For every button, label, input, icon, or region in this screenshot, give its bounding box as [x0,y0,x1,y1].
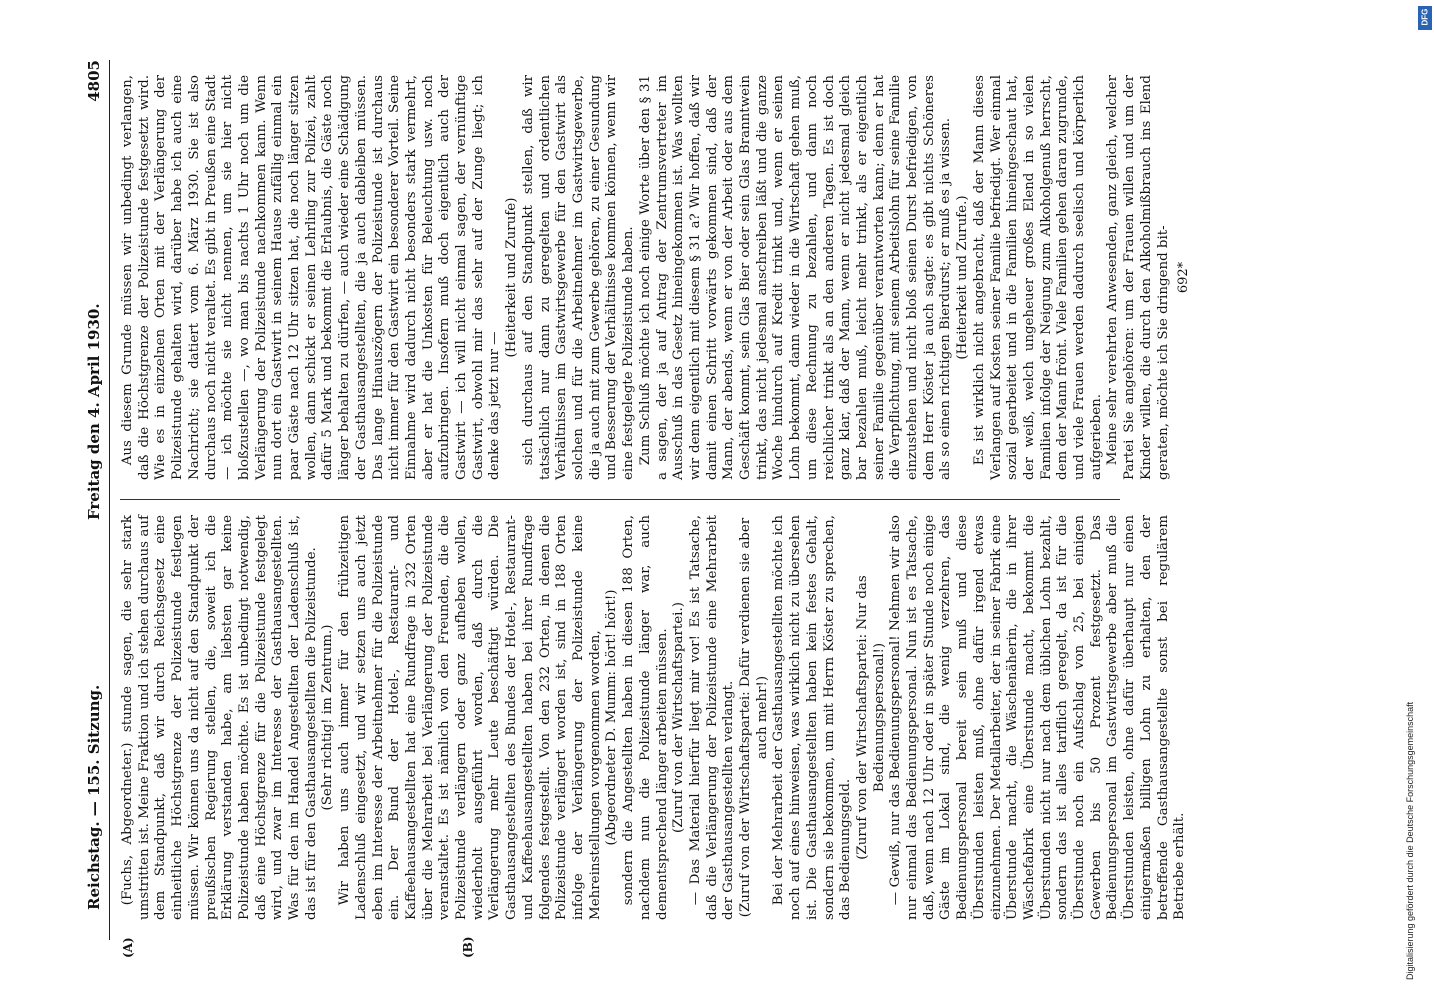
column-divider [120,499,1120,500]
paragraph: sich durchaus auf den Standpunkt stellen, daß wir tatsächlich nur dann zu geregelten und ordentlichen Verhältnissen im Gastwirtsgewerbe für den Gastwirt als solchen und für die Arbeitnehmer im Gastwirtsgewerbe, die ja auch mit zum Gewerbe gehören, zu einer Gesundung und Besserung der Verhältnisse kommen können, wenn wir eine festgelegte Polizeistunde haben. [520,75,637,480]
interjection: (Zuruf von der Wirtschaftspartei: Nur das Bedienungspersonal!) [854,575,887,860]
header-rule [109,60,110,940]
paragraph: Aus diesem Grunde müssen wir unbedingt verlangen, daß die Höchstgrenze der Polizeistunde festgesetzt wird. Wie es in einzelnen Orten mit der Verlängerung der Polizeistunde gehalten wird, darüber habe ich auch eine Nachricht; sie datiert vom 6. März 1930. Sie ist also durchaus noch nicht veraltet. Es gibt in Preußen eine Stadt — ich möchte sie nicht nennen, um sie hier nicht bloßzustellen —, wo man bis nachts 1 Uhr noch um die Verlängerung der Polizeistunde nachkommen kann. Wenn nun dort ein Gastwirt in seinem Hause zufällig einmal ein paar Gäste nach 12 Uhr sitzen hat, die noch länger sitzen wollen, dann schickt er seinen Lehrling zur Polizei, zahlt dafür 5 Mark und bekommt die Erlaubnis, die Gäste noch länger behalten zu dürfen, — auch wieder eine Schädigung der Gasthausangestellten, die ja auch dableiben müssen. Das lange Hinauszögern der Polizeistunde ist durchaus nicht immer für den Gastwirt ein besonderer Vorteil. Seine Einnahme wird dadurch nicht besonders stark vermehrt, aber er hat die Unkosten für Beleuchtung usw. noch aufzubringen. Insofern muß doch eigentlich auch der Gastwirt — ich will nicht einmal sagen, der vernünftige Gastwirt, obwohl mir das sehr auf der Zunge liegt; ich denke das jetzt nur — [120,75,503,480]
interjection: (Heiterkeit und Zurufe.) [955,195,971,360]
interjection: (Heiterkeit und Zurufe) [504,197,520,358]
paragraph: sondern die Angestellten haben in diesen 188 Orten, nachdem nun die Polizeistunde länger war, auch dementsprechend länger arbeiten müssen. [621,515,670,920]
text-column-right [120,75,1193,480]
margin-marker-b: (B) [461,936,475,958]
paragraph: Zum Schluß möchte ich noch einige Worte über den § 31 a sagen, der ja auf Antrag der Zentrumsvertreter im Ausschuß in das Gesetz hineingekommen ist. Was wollten wir denn eigentlich mit diesem § 31 a? Wir hoffen, daß wir damit einen Schritt vorwärts gekommen sind, daß der Mann, der abends, wenn er von der Arbeit oder aus dem Geschäft kommt, sein Glas Bier oder sein Glas Branntwein trinkt, das nicht jedesmal anschreiben läßt und die ganze Woche hindurch auf Kredit trinkt und, wenn er seinen Lohn bekommt, dann wieder in die Wirtschaft gehen muß, um diese Rechnung zu bezahlen, und dann noch reichlicher trinkt als an den anderen Tagen. Es ist doch ganz klar, daß der Mann, wenn er nicht jedesmal gleich bar bezahlen muß, leicht mehr trinkt, als er eigentlich seiner Familie gegenüber verantworten kann; denn er hat die Verpflichtung, mit seinem Arbeitslohn für seine Familie einzustehen und nicht bloß seinen Durst befriedigen, von dem Herr Köster ja auch sagte: es gibt nichts Schöneres als so einen richtigen Bierdurst; er muß es ja wissen. [637,75,954,480]
paragraph: Meine sehr verehrten Anwesenden, ganz gleich, welcher Partei Sie angehören: um der Frauen willen und um der Kinder willen, die durch den Alkoholmißbrauch ins Elend geraten, möchte ich Sie dringend bit- [1105,75,1171,480]
page-header [80,60,110,940]
header-session: Reichstag. — 155. Sitzung. [85,684,103,910]
paragraph: — Das Material hierfür liegt mir vor! Es ist Tatsache, daß die Verlängerung der Polizeistunde eine Mehrarbeit der Gasthausangestellten verlangt. [687,515,737,920]
page-signature: 692* [1176,261,1192,294]
paragraph: (Fuchs, Abgeordneter.) stunde sagen, die sehr stark umstritten ist. Meine Fraktion und ich stehen durchaus auf dem Standpunkt, daß wir durch Reichsgesetz eine einheitliche Höchstgrenze der Polizeistunde festlegen müssen. Wir können uns da nicht auf den Standpunkt der preußischen Regierung stellen, die, soweit ich die Erklärung verstanden habe, am liebsten gar keine Polizeistunde haben möchte. Es ist unbedingt notwendig, daß eine Höchstgrenze für die Polizeistunde festgelegt wird, und zwar im Interesse der Gasthausangestellten. Was für den im Handel Angestellten der Ladenschluß ist, das ist für den Gasthausangestellten die Polizeistunde. [120,515,319,920]
interjection: (Zuruf von der Wirtschaftspartei.) [671,602,687,833]
margin-marker-a: (A) [121,937,135,958]
interjection: (Sehr richtig! im Zentrum.) [320,624,336,811]
interjection: (Abgeordneter D. Mumm: hört! hört!) [604,589,620,846]
header-date: Freitag den 4. April 1930. [85,303,103,520]
paragraph: Bei der Mehrarbeit der Gasthausangestellten möchte ich noch auf eines hinweisen, was wirklich nicht zu übersehen ist. Die Gasthausangestellten haben kein festes Gehalt, sondern sie bekommen, um mit Herrn Köster zu sprechen, das Bedienungsgeld. [771,515,854,920]
paragraph: — Gewiß, nur das Bedienungspersonal! Nehmen wir also nur einmal das Bedienungspersonal. Nun ist es Tatsache, daß, wenn nach 12 Uhr oder in später Stunde noch einige Gäste im Lokal sind, die wenig verzehren, das Bedienungspersonal bereit sein muß und diese Überstunden leisten muß, ohne dafür irgend etwas einzunehmen. Der Metallarbeiter, der in seiner Fabrik eine Überstunde macht, die Wäschenäherin, die in ihrer Wäschefabrik eine Überstunde macht, bekommt die Überstunden nicht nur nach dem üblichen Lohn bezahlt, sondern das ist alles tariflich geregelt, da ist für die Überstunde noch ein Aufschlag von 25, bei einigen Gewerben bis 50 Prozent festgesetzt. Das Bedienungspersonal im Gastwirtsgewerbe aber muß die Überstunden leisten, ohne dafür überhaupt nur einen einigermaßen billigen Lohn zu erhalten, den der betreffende Gasthausangestellte sonst bei regulärem Betriebe erhält. [888,515,1188,920]
text-column-left [120,515,1189,920]
paragraph: Wir haben uns auch immer für den frühzeitigen Ladenschluß eingesetzt, und wir setzen uns auch jetzt eben im Interesse der Arbeitnehmer für die Polizeistunde ein. Der Bund der Hotel-, Restaurant- und Kaffeehausangestellten hat eine Rundfrage in 232 Orten über die Mehrarbeit bei Verlängerung der Polizeistunde veranstaltet. Es ist nämlich von den Freunden, die die Polizeistunde verlängern oder ganz aufheben wollen, wiederholt ausgeführt worden, daß durch die Verlängerung mehr Leute beschäftigt würden. Die Gasthausangestellten des Bundes der Hotel-, Restaurant- und Kaffeehausangestellten haben bei ihrer Rundfrage folgendes festgestellt. Von den 232 Orten, in denen die Polizeistunde verlängert worden ist, sind in 188 Orten infolge der Verlängerung der Polizeistunde keine Mehreinstellungen vorgenommen worden, [337,515,603,920]
paragraph: Es ist wirklich nicht angebracht, daß der Mann dieses Verlangen auf Kosten seiner Familie befriedigt. Wer einmal sozial gearbeitet und in die Familien hineingeschaut hat, der weiß, welch ungeheuer großes Elend in so vielen Familien infolge der Neigung zum Alkoholgenuß herrscht, dem der Mann frönt. Viele Familien gehen daran zugrunde, und viele Frauen werden dadurch seelisch und körperlich aufgerieben. [971,75,1104,480]
dfg-logo: DFG [1418,6,1432,30]
interjection: (Zuruf von der Wirtschaftspartei: Dafür verdienen sie aber auch mehr!) [738,517,770,918]
dfg-funding-note: Digitalisierung gefördert durch die Deutsche Forschungsgemeinschaft [1405,701,1415,980]
header-page-number: 4805 [85,60,103,102]
document-page [80,60,1192,958]
